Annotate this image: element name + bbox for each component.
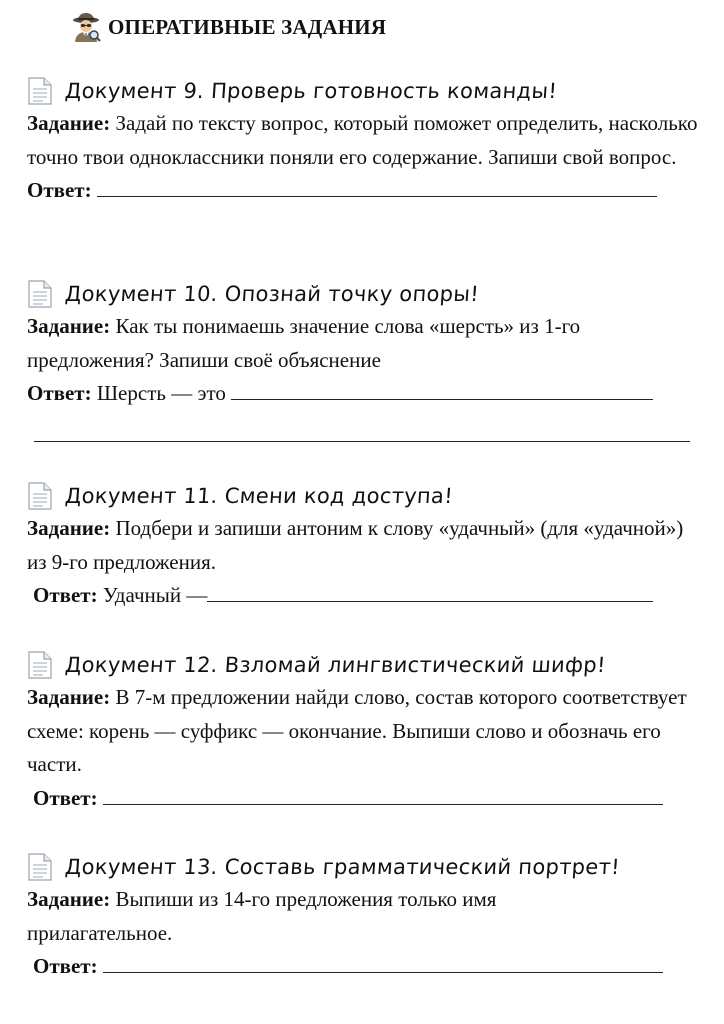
task-label: Задание:	[27, 516, 111, 540]
detective-icon	[70, 11, 102, 43]
document-11	[27, 480, 707, 613]
answer-line	[27, 782, 707, 816]
answer-line	[27, 950, 707, 984]
document-10	[27, 278, 707, 411]
task-text: Задай по тексту вопрос, который поможет определить, насколько точно твои одноклассники поняли его содержание. Запиши свой вопрос.	[27, 111, 698, 169]
document-13	[27, 851, 707, 984]
task-label: Задание:	[27, 887, 111, 911]
document-title-row	[27, 480, 707, 512]
page-title: ОПЕРАТИВНЫЕ ЗАДАНИЯ	[108, 14, 387, 39]
answer-continuation-line[interactable]	[34, 440, 690, 442]
task-text: Выпиши из 14-го предложения только имя прилагательное.	[27, 887, 497, 945]
answer-blank[interactable]	[207, 581, 653, 602]
task-label: Задание:	[27, 111, 111, 135]
document-title: Документ 9. Проверь готовность команды!	[64, 79, 558, 103]
answer-line	[27, 377, 707, 411]
task-text: В 7-м предложении найди слово, состав которого соответствует схеме: корень — суффикс — окончание. Выпиши слово и обозначь его части.	[27, 685, 687, 776]
task-text: Подбери и запиши антоним к слову «удачный» (для «удачной») из 9-го предложения.	[27, 516, 684, 574]
task-paragraph	[27, 512, 692, 579]
answer-label: Ответ:	[27, 178, 92, 202]
document-icon	[27, 77, 53, 105]
answer-label: Ответ:	[27, 381, 92, 405]
document-title-row	[27, 851, 707, 883]
document-9	[27, 75, 707, 208]
task-paragraph	[27, 310, 687, 377]
document-title: Документ 13. Составь грамматический портрет!	[64, 855, 621, 879]
answer-prefix: Удачный —	[102, 583, 208, 607]
answer-blank[interactable]	[231, 379, 653, 400]
document-title-row	[27, 75, 707, 107]
document-title: Документ 12. Взломай лингвистический шифр!	[64, 653, 607, 677]
task-paragraph	[27, 107, 707, 174]
document-icon	[27, 651, 53, 679]
answer-label: Ответ:	[33, 785, 98, 810]
answer-blank[interactable]	[97, 176, 657, 197]
task-label: Задание:	[27, 685, 111, 709]
task-label: Задание:	[27, 314, 111, 338]
task-text: Как ты понимаешь значение слова «шерсть» из 1-го предложения? Запиши своё объяснение	[27, 314, 581, 372]
document-icon	[27, 280, 53, 308]
document-title: Документ 10. Опознай точку опоры!	[64, 282, 480, 306]
answer-label: Ответ:	[33, 954, 98, 978]
document-icon	[27, 482, 53, 510]
document-title-row	[27, 649, 707, 681]
task-paragraph	[27, 883, 587, 950]
answer-blank[interactable]	[103, 784, 663, 805]
document-icon	[27, 853, 53, 881]
document-12	[27, 649, 707, 815]
document-title: Документ 11. Смени код доступа!	[64, 484, 454, 508]
answer-label: Ответ:	[33, 583, 98, 607]
answer-prefix: Шерсть — это	[96, 381, 226, 405]
task-paragraph	[27, 681, 707, 782]
answer-blank[interactable]	[103, 952, 663, 973]
answer-line	[27, 579, 707, 613]
page-header	[70, 10, 386, 44]
answer-line	[27, 174, 707, 208]
document-title-row	[27, 278, 707, 310]
